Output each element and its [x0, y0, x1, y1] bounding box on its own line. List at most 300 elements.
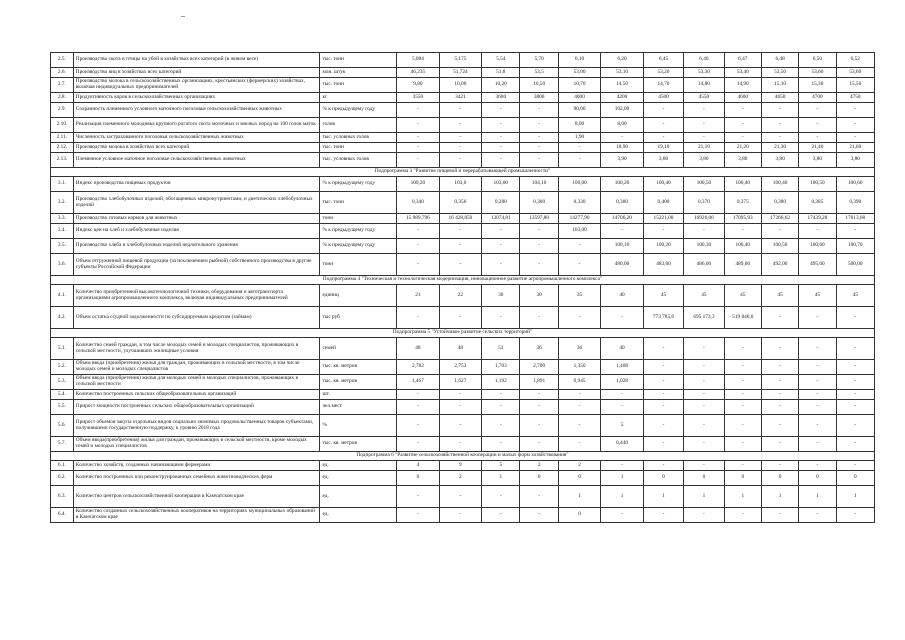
value-cell: 4200: [601, 93, 643, 103]
value-cell: -: [558, 400, 600, 415]
row-code: 6.1.: [51, 461, 74, 471]
value-cell: -: [761, 390, 798, 400]
indicator-name: Продуктивность коров в сельскохозяйственных организациях: [73, 93, 320, 103]
value-cell: 30: [520, 285, 558, 307]
value-cell: -: [761, 133, 798, 143]
value-cell: -: [482, 143, 520, 153]
value-cell: -: [836, 118, 874, 133]
value-cell: 53,00: [558, 68, 600, 78]
value-cell: -: [482, 437, 520, 452]
indicator-name: Количество семей граждан, в том числе молодых семей и молодых специалистов, проживающих в сельской местности, улучшивших жилищные условия: [73, 338, 320, 360]
value-cell: -: [558, 437, 600, 452]
value-cell: -: [397, 239, 439, 254]
unit-of-measure: тыс. тонн: [320, 53, 397, 68]
value-cell: 1,627: [439, 375, 481, 390]
value-cell: 15,30: [799, 78, 836, 93]
value-cell: 0,945: [558, 375, 600, 390]
value-cell: 492,00: [761, 254, 798, 276]
row-code: 5.1.: [51, 338, 74, 360]
table-row: [51, 338, 875, 360]
value-cell: -: [724, 437, 761, 452]
unit-of-measure: тыс руб: [320, 307, 397, 329]
value-cell: 0,340: [397, 192, 439, 214]
indicator-name: Производство хлеба и хлебобулочных изделий недлительного хранения: [73, 239, 320, 254]
value-cell: 1: [724, 486, 761, 508]
value-cell: -: [761, 360, 798, 375]
value-cell: 0: [761, 471, 798, 486]
value-cell: -: [761, 307, 798, 329]
subprogram-title: Подпрограмма 5 "Устойчивое развитие сельских территорий": [51, 329, 875, 338]
value-cell: -: [836, 307, 874, 329]
value-cell: -: [724, 224, 761, 239]
value-cell: 45: [643, 285, 683, 307]
value-cell: -: [482, 133, 520, 143]
value-cell: -: [684, 375, 724, 390]
subprogram-header-row: [51, 168, 875, 177]
value-cell: -: [761, 338, 798, 360]
value-cell: 102,00: [601, 103, 643, 118]
value-cell: -: [799, 118, 836, 133]
value-cell: 45: [761, 285, 798, 307]
value-cell: -: [799, 437, 836, 452]
value-cell: -: [439, 415, 481, 437]
value-cell: 15 989,796: [397, 214, 439, 224]
value-cell: -: [761, 375, 798, 390]
indicator-name: Индекс производства пищевых продуктов: [73, 177, 320, 192]
value-cell: 0: [558, 471, 600, 486]
value-cell: -: [397, 437, 439, 452]
value-cell: 45: [836, 285, 874, 307]
value-cell: 13597,80: [520, 214, 558, 224]
value-cell: 3,80: [836, 153, 874, 168]
value-cell: 1: [558, 486, 600, 508]
value-cell: -: [684, 133, 724, 143]
unit-of-measure: кг: [320, 93, 397, 103]
value-cell: -: [643, 338, 683, 360]
row-code: 4.1.: [51, 285, 74, 307]
row-code: 4.2.: [51, 307, 74, 329]
value-cell: -: [643, 390, 683, 400]
value-cell: 480,00: [601, 254, 643, 276]
value-cell: -: [397, 400, 439, 415]
indicator-name: Производство готовых кормов для животных: [73, 214, 320, 224]
value-cell: -: [761, 508, 798, 523]
table-row: [51, 360, 875, 375]
value-cell: 6,48: [761, 53, 798, 68]
value-cell: 53,50: [761, 68, 798, 78]
table-row: [51, 118, 875, 133]
indicator-name: Объем остатка ссудной задолженности по субсидируемым кредитам (займам): [73, 307, 320, 329]
indicator-name: Производство молока в сельскохозяйственных организациях, крестьянских (фермерских) хозяйствах, включая индивидуальных предпринимателей: [73, 78, 320, 93]
value-cell: -: [643, 437, 683, 452]
value-cell: -: [558, 415, 600, 437]
table-row: [51, 375, 875, 390]
value-cell: -: [799, 390, 836, 400]
unit-of-measure: тыс. кв. метров: [320, 437, 397, 452]
value-cell: 15,50: [836, 78, 874, 93]
value-cell: 0,380: [601, 192, 643, 214]
value-cell: -: [439, 118, 481, 133]
value-cell: -: [439, 143, 481, 153]
value-cell: 1: [684, 486, 724, 508]
value-cell: 2: [439, 471, 481, 486]
value-cell: -: [684, 360, 724, 375]
table-row: [51, 390, 875, 400]
value-cell: 13074,81: [482, 214, 520, 224]
value-cell: -: [836, 400, 874, 415]
value-cell: -: [397, 254, 439, 276]
value-cell: 15,10: [761, 78, 798, 93]
value-cell: -: [684, 224, 724, 239]
value-cell: 1: [836, 486, 874, 508]
subprogram-title: Подпрограмма 4 "Техническая и технологическая модернизация, инновационное развитие агропромышленного комплекса": [51, 276, 875, 285]
indicator-name: Объем отгруженной пищевой продукции (за исключением рыбной) собственного производства в другие субъекты Российской Федерации: [73, 254, 320, 276]
unit-of-measure: тонн: [320, 254, 397, 276]
unit-of-measure: % к предыдущему году: [320, 103, 397, 118]
value-cell: 483,00: [643, 254, 683, 276]
value-cell: 3421: [439, 93, 481, 103]
value-cell: 90,00: [558, 103, 600, 118]
indicator-name: Племенное условное маточное поголовье сельскохозяйственных животных: [73, 153, 320, 168]
value-cell: 6,20: [601, 53, 643, 68]
value-cell: 100,20: [601, 177, 643, 192]
value-cell: 21: [397, 285, 439, 307]
value-cell: 0: [643, 471, 683, 486]
value-cell: -: [520, 400, 558, 415]
value-cell: 36: [520, 338, 558, 360]
value-cell: 19,10: [643, 143, 683, 153]
value-cell: 3,80: [643, 153, 683, 168]
value-cell: -: [482, 153, 520, 168]
value-cell: -: [520, 143, 558, 153]
value-cell: -: [601, 508, 643, 523]
table-body: [51, 53, 875, 523]
value-cell: 2: [558, 461, 600, 471]
row-code: 2.7.: [51, 78, 74, 93]
row-code: 2.12.: [51, 143, 74, 153]
value-cell: -: [520, 118, 558, 133]
value-cell: 10,00: [439, 78, 481, 93]
value-cell: -: [397, 133, 439, 143]
table-row: [51, 307, 875, 329]
table-row: [51, 486, 875, 508]
value-cell: 0: [836, 471, 874, 486]
value-cell: 14,70: [643, 78, 683, 93]
value-cell: 0,385: [799, 192, 836, 214]
indicator-name: Реализация племенного молодняка крупного рогатого скота молочных и мясных пород на 100 голов маток: [73, 118, 320, 133]
indicator-name: Объем ввода(приобретения) жилья для граждан, проживающих в сельской местности, кроме молодых семей и молодых специалистов: [73, 437, 320, 452]
value-cell: 0,380: [761, 192, 798, 214]
indicator-name: Производство молока в хозяйствах всех категорий: [73, 143, 320, 153]
value-cell: 0,330: [558, 192, 600, 214]
indicator-name: Прирост объемов закупа отдельных видов социально значимых продовольственных товаров субъектами, получившими государственную поддержку, к уровню 2018 года: [73, 415, 320, 437]
value-cell: -: [439, 133, 481, 143]
value-cell: -: [439, 486, 481, 508]
value-cell: -: [482, 239, 520, 254]
value-cell: 1: [761, 486, 798, 508]
value-cell: -: [836, 461, 874, 471]
unit-of-measure: семей: [320, 338, 397, 360]
row-code: 2.6.: [51, 68, 74, 78]
value-cell: -: [761, 224, 798, 239]
value-cell: 21,40: [799, 143, 836, 153]
value-cell: 6,10: [558, 53, 600, 68]
table-row: [51, 239, 875, 254]
value-cell: -: [684, 103, 724, 118]
unit-of-measure: тыс. кв. метров: [320, 360, 397, 375]
value-cell: -: [601, 133, 643, 143]
row-code: 3.5.: [51, 239, 74, 254]
value-cell: -: [601, 390, 643, 400]
value-cell: 40: [601, 285, 643, 307]
unit-of-measure: % к предыдущему году: [320, 239, 397, 254]
unit-of-measure: тыс. тонн: [320, 78, 397, 93]
value-cell: -: [643, 400, 683, 415]
value-cell: 500,00: [836, 254, 874, 276]
value-cell: -: [520, 415, 558, 437]
value-cell: -: [643, 103, 683, 118]
row-code: 5.6.: [51, 415, 74, 437]
value-cell: -: [836, 437, 874, 452]
scan-mark: [181, 16, 185, 17]
value-cell: -: [520, 133, 558, 143]
value-cell: 100,30: [684, 239, 724, 254]
row-code: 3.3.: [51, 214, 74, 224]
value-cell: 5,54: [482, 53, 520, 68]
value-cell: -: [684, 437, 724, 452]
value-cell: -: [643, 375, 683, 390]
value-cell: 1,703: [482, 360, 520, 375]
value-cell: -: [439, 239, 481, 254]
value-cell: -: [439, 254, 481, 276]
value-cell: -: [724, 415, 761, 437]
value-cell: 10,70: [558, 78, 600, 93]
unit-of-measure: тыс. условных голов: [320, 153, 397, 168]
table-row: [51, 214, 875, 224]
value-cell: -: [520, 239, 558, 254]
table-row: [51, 78, 875, 93]
indicator-name: Объем ввода (приобретения) жилья для молодых семей и молодых специалистов, проживающих в сельской местности: [73, 375, 320, 390]
value-cell: 53,20: [643, 68, 683, 78]
value-cell: 4700: [799, 93, 836, 103]
table-row: [51, 461, 875, 471]
value-cell: -: [836, 338, 874, 360]
unit-of-measure: тыс. тонн: [320, 192, 397, 214]
row-code: 5.5.: [51, 400, 74, 415]
value-cell: 100,20: [643, 239, 683, 254]
value-cell: -: [836, 390, 874, 400]
unit-of-measure: % к предыдущему году: [320, 177, 397, 192]
value-cell: -: [397, 118, 439, 133]
value-cell: 3,90: [601, 153, 643, 168]
value-cell: 100,40: [643, 177, 683, 192]
value-cell: 17613,68: [836, 214, 874, 224]
value-cell: -: [684, 415, 724, 437]
value-cell: 2,700: [520, 360, 558, 375]
value-cell: 53,30: [684, 68, 724, 78]
value-cell: 103,00: [482, 177, 520, 192]
value-cell: 100,40: [724, 177, 761, 192]
value-cell: 5: [482, 461, 520, 471]
value-cell: 6,52: [836, 53, 874, 68]
subprogram-header-row: [51, 276, 875, 285]
indicator-name: Количество созданных сельскохозяйственных кооперативов на территориях муниципальных образований в Камчатском крае: [73, 508, 320, 523]
value-cell: 16 428,850: [439, 214, 481, 224]
value-cell: -: [643, 118, 683, 133]
indicators-table: [50, 52, 875, 523]
value-cell: -: [482, 415, 520, 437]
value-cell: -: [520, 390, 558, 400]
value-cell: 0,280: [482, 192, 520, 214]
value-cell: 10,20: [482, 78, 520, 93]
row-code: 2.13.: [51, 153, 74, 168]
value-cell: 14,50: [601, 78, 643, 93]
value-cell: 104,10: [520, 177, 558, 192]
value-cell: -: [558, 254, 600, 276]
value-cell: -: [601, 400, 643, 415]
value-cell: -: [520, 103, 558, 118]
value-cell: 0,370: [684, 192, 724, 214]
value-cell: 1: [601, 486, 643, 508]
subprogram-header-row: [51, 329, 875, 338]
unit-of-measure: тыс. условных голов: [320, 133, 397, 143]
value-cell: -: [520, 437, 558, 452]
value-cell: -: [761, 461, 798, 471]
value-cell: -: [836, 375, 874, 390]
table-row: [51, 224, 875, 239]
table-row: [51, 400, 875, 415]
value-cell: 1: [643, 486, 683, 508]
value-cell: 3,80: [799, 153, 836, 168]
value-cell: -: [643, 360, 683, 375]
value-cell: 21,10: [684, 143, 724, 153]
value-cell: 21,30: [761, 143, 798, 153]
indicator-name: Производство яиц в хозяйствах всех категорий: [73, 68, 320, 78]
value-cell: 6,45: [643, 53, 683, 68]
value-cell: 46,235: [397, 68, 439, 78]
value-cell: 3600: [482, 93, 520, 103]
value-cell: -: [601, 307, 643, 329]
value-cell: -: [761, 400, 798, 415]
value-cell: -: [482, 400, 520, 415]
row-code: 5.2.: [51, 360, 74, 375]
value-cell: -: [439, 400, 481, 415]
value-cell: -: [558, 307, 600, 329]
value-cell: -: [684, 118, 724, 133]
value-cell: 40: [601, 338, 643, 360]
table-row: [51, 93, 875, 103]
value-cell: -: [439, 153, 481, 168]
value-cell: 4000: [558, 93, 600, 103]
value-cell: 0: [520, 471, 558, 486]
value-cell: -: [439, 508, 481, 523]
value-cell: 1: [482, 471, 520, 486]
value-cell: -: [558, 153, 600, 168]
value-cell: 17095,93: [724, 214, 761, 224]
value-cell: -: [799, 415, 836, 437]
value-cell: 1,467: [397, 375, 439, 390]
value-cell: -: [836, 508, 874, 523]
value-cell: -: [799, 133, 836, 143]
value-cell: -: [643, 133, 683, 143]
value-cell: -: [799, 360, 836, 375]
indicator-name: Производство скота и птицы на убой в хозяйствах всех категорий (в живом весе): [73, 53, 320, 68]
value-cell: -: [836, 133, 874, 143]
table-row: [51, 68, 875, 78]
indicator-name: Производство хлебобулочных изделий, обогащенных микронутриентами, и диетических хлебобулочных изделий: [73, 192, 320, 214]
subprogram-header-row: [51, 452, 875, 461]
indicator-name: Количество приобретенной высокотехнологичной техники, оборудования и автотранспорта организациями агропромышленного комплекса, включая индивидуальных предпринимателей: [73, 285, 320, 307]
value-cell: 17266,62: [761, 214, 798, 224]
value-cell: 2,753: [439, 360, 481, 375]
value-cell: 6,46: [684, 53, 724, 68]
value-cell: 1,350: [558, 360, 600, 375]
table-row: [51, 285, 875, 307]
indicator-name: Объем ввода (приобретения) жилья для граждан, проживающих в сельской местности, в том числе молодых семей и молодых специалистов: [73, 360, 320, 375]
value-cell: 103,00: [558, 224, 600, 239]
unit-of-measure: единиц: [320, 285, 397, 307]
value-cell: -: [724, 133, 761, 143]
value-cell: 0,390: [836, 192, 874, 214]
value-cell: 53,40: [724, 68, 761, 78]
value-cell: -: [601, 224, 643, 239]
value-cell: 3800: [520, 93, 558, 103]
table-row: [51, 143, 875, 153]
indicator-name: Численность застрахованного поголовья сельскохозяйственных животных: [73, 133, 320, 143]
value-cell: -: [482, 307, 520, 329]
value-cell: -: [799, 338, 836, 360]
value-cell: 1,408: [601, 360, 643, 375]
value-cell: 519 840,0: [724, 307, 761, 329]
value-cell: 8,00: [558, 118, 600, 133]
value-cell: -: [439, 390, 481, 400]
value-cell: -: [799, 461, 836, 471]
value-cell: -: [397, 153, 439, 168]
value-cell: -: [799, 375, 836, 390]
value-cell: -: [761, 118, 798, 133]
table-row: [51, 415, 875, 437]
value-cell: -: [799, 508, 836, 523]
table-row: [51, 192, 875, 214]
value-cell: -: [482, 224, 520, 239]
value-cell: 0: [724, 471, 761, 486]
value-cell: 4600: [724, 93, 761, 103]
value-cell: -: [799, 400, 836, 415]
row-code: 2.10.: [51, 118, 74, 133]
value-cell: 53,60: [799, 68, 836, 78]
unit-of-measure: тыс. кв. метров: [320, 375, 397, 390]
value-cell: 1: [799, 486, 836, 508]
value-cell: -: [520, 307, 558, 329]
unit-of-measure: ед.: [320, 461, 397, 471]
table-row: [51, 177, 875, 192]
value-cell: 5: [601, 415, 643, 437]
value-cell: 53,5: [520, 68, 558, 78]
value-cell: -: [684, 390, 724, 400]
value-cell: -: [397, 224, 439, 239]
row-code: 2.5.: [51, 53, 74, 68]
value-cell: -: [724, 360, 761, 375]
subprogram-title: Подпрограмма 6 "Развитие сельскохозяйственной кооперации и малых форм хозяйствования": [51, 452, 875, 461]
value-cell: -: [724, 375, 761, 390]
unit-of-measure: %: [320, 415, 397, 437]
row-code: 2.9.: [51, 103, 74, 118]
value-cell: -: [397, 415, 439, 437]
unit-of-measure: ед.: [320, 486, 397, 508]
value-cell: 51,8: [482, 68, 520, 78]
table-row: [51, 437, 875, 452]
indicator-name: Прирост мощности построенных сельских общеобразовательных организаций: [73, 400, 320, 415]
